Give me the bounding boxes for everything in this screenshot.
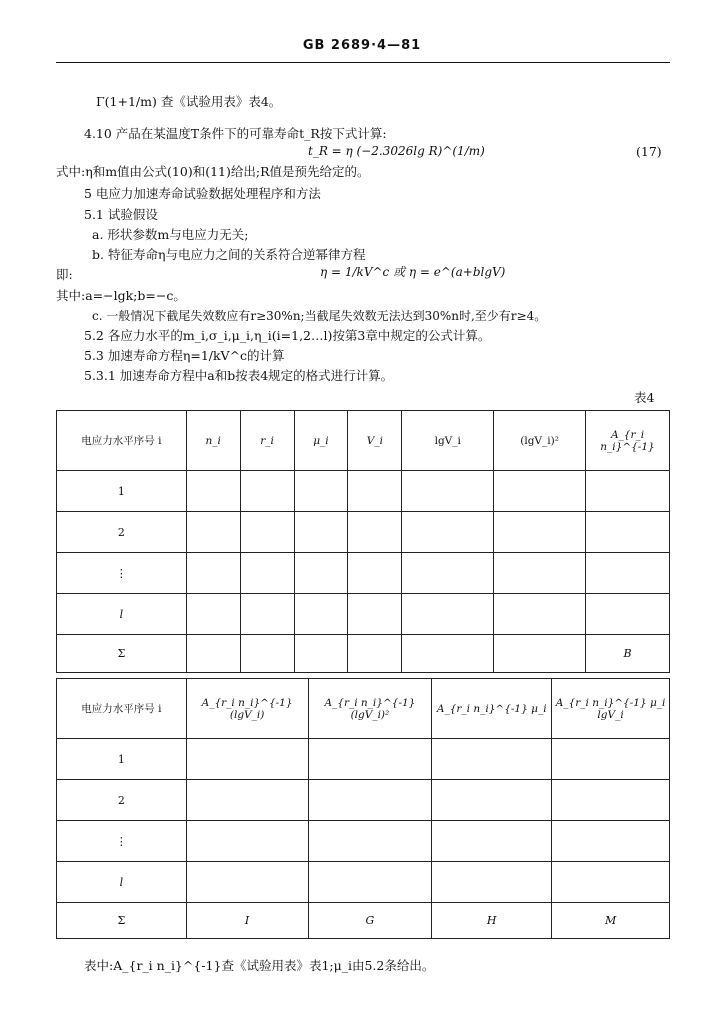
t2-header-a-mu-lgv: A_{r_i n_i}^{-1} μ_i lgV_i [552, 679, 670, 739]
assumption-b: b. 特征寿命η与电应力之间的关系符合逆幂律方程 [92, 247, 366, 262]
t1-header-v: V_i [348, 411, 402, 471]
t1-row-sum: Σ [57, 635, 187, 673]
equation-17: t_R = η (−2.3026lg R)^(1/m) [308, 144, 485, 158]
t1-header-a: A_{r_i n_i}^{-1} [586, 411, 670, 471]
t1-header-lgv: lgV_i [402, 411, 494, 471]
assumption-c: c. 一般情况下截尾失效数应有r≥30%n;当截尾失效数无法达到30%n时,至少有r≥4。 [92, 309, 547, 323]
section-5-2: 5.2 各应力水平的m_i,σ_i,μ_i,η_i(i=1,2…l)按第3章中规定的公式计算。 [84, 328, 491, 343]
assumption-a: a. 形状参数m与电应力无关; [92, 227, 249, 242]
header-rule [56, 62, 670, 63]
section-5-1: 5.1 试验假设 [84, 207, 158, 222]
table-4-part-1 [56, 410, 670, 673]
t2-row-label: ⋮ [57, 821, 187, 862]
page-header: GB 2689·4—81 [302, 38, 422, 53]
t1-header-lgv-sq: (lgV_i)² [494, 411, 586, 471]
t2-row-label: l [57, 862, 187, 903]
t2-row-label: 1 [57, 739, 187, 780]
t1-header-r: r_i [240, 411, 294, 471]
ji-label: 即: [56, 267, 73, 282]
t2-header-level: 电应力水平序号 i [57, 679, 187, 739]
t2-sum-m: M [552, 903, 670, 939]
t2-sum-h: H [432, 903, 552, 939]
table-footnote: 表中:A_{r_i n_i}^{-1}查《试验用表》表1;μ_i由5.2条给出。 [84, 958, 435, 973]
t1-row-label: 2 [57, 512, 187, 553]
t1-row-label: ⋮ [57, 553, 187, 594]
t1-header-level: 电应力水平序号 i [57, 411, 187, 471]
t1-sum-b: B [586, 635, 670, 673]
where-line: 式中:η和m值由公式(10)和(11)给出;R值是预先给定的。 [56, 164, 370, 179]
t1-header-mu: μ_i [294, 411, 348, 471]
t2-row-sum: Σ [57, 903, 187, 939]
t1-row-label: 1 [57, 471, 187, 512]
t1-header-n: n_i [186, 411, 240, 471]
t2-header-a-lgv: A_{r_i n_i}^{-1}(lgV_i) [186, 679, 308, 739]
table-4-caption: 表4 [634, 390, 655, 405]
t2-sum-g: G [308, 903, 432, 939]
gamma-reference-line: Γ(1+1/m) 查《试验用表》表4。 [96, 94, 282, 109]
t1-row-label: l [57, 594, 187, 635]
t2-header-a-lgv-sq: A_{r_i n_i}^{-1}(lgV_i)² [308, 679, 432, 739]
equation-17-number: (17) [636, 144, 662, 159]
section-5-3: 5.3 加速寿命方程η=1/kV^c的计算 [84, 348, 285, 363]
table-4-part-2 [56, 678, 670, 939]
qizhong-line: 其中:a=−lgk;b=−c。 [56, 288, 186, 303]
section-5-3-1: 5.3.1 加速寿命方程中a和b按表4规定的格式进行计算。 [84, 368, 394, 383]
section-4-10: 4.10 产品在某温度T条件下的可靠寿命t_R按下式计算: [84, 126, 387, 141]
t2-sum-i: I [186, 903, 308, 939]
section-5-title: 5 电应力加速寿命试验数据处理程序和方法 [84, 186, 321, 201]
inverse-power-equation: η = 1/kV^c 或 η = e^(a+blgV) [320, 265, 506, 279]
t2-row-label: 2 [57, 780, 187, 821]
t2-header-a-mu: A_{r_i n_i}^{-1} μ_i [432, 679, 552, 739]
